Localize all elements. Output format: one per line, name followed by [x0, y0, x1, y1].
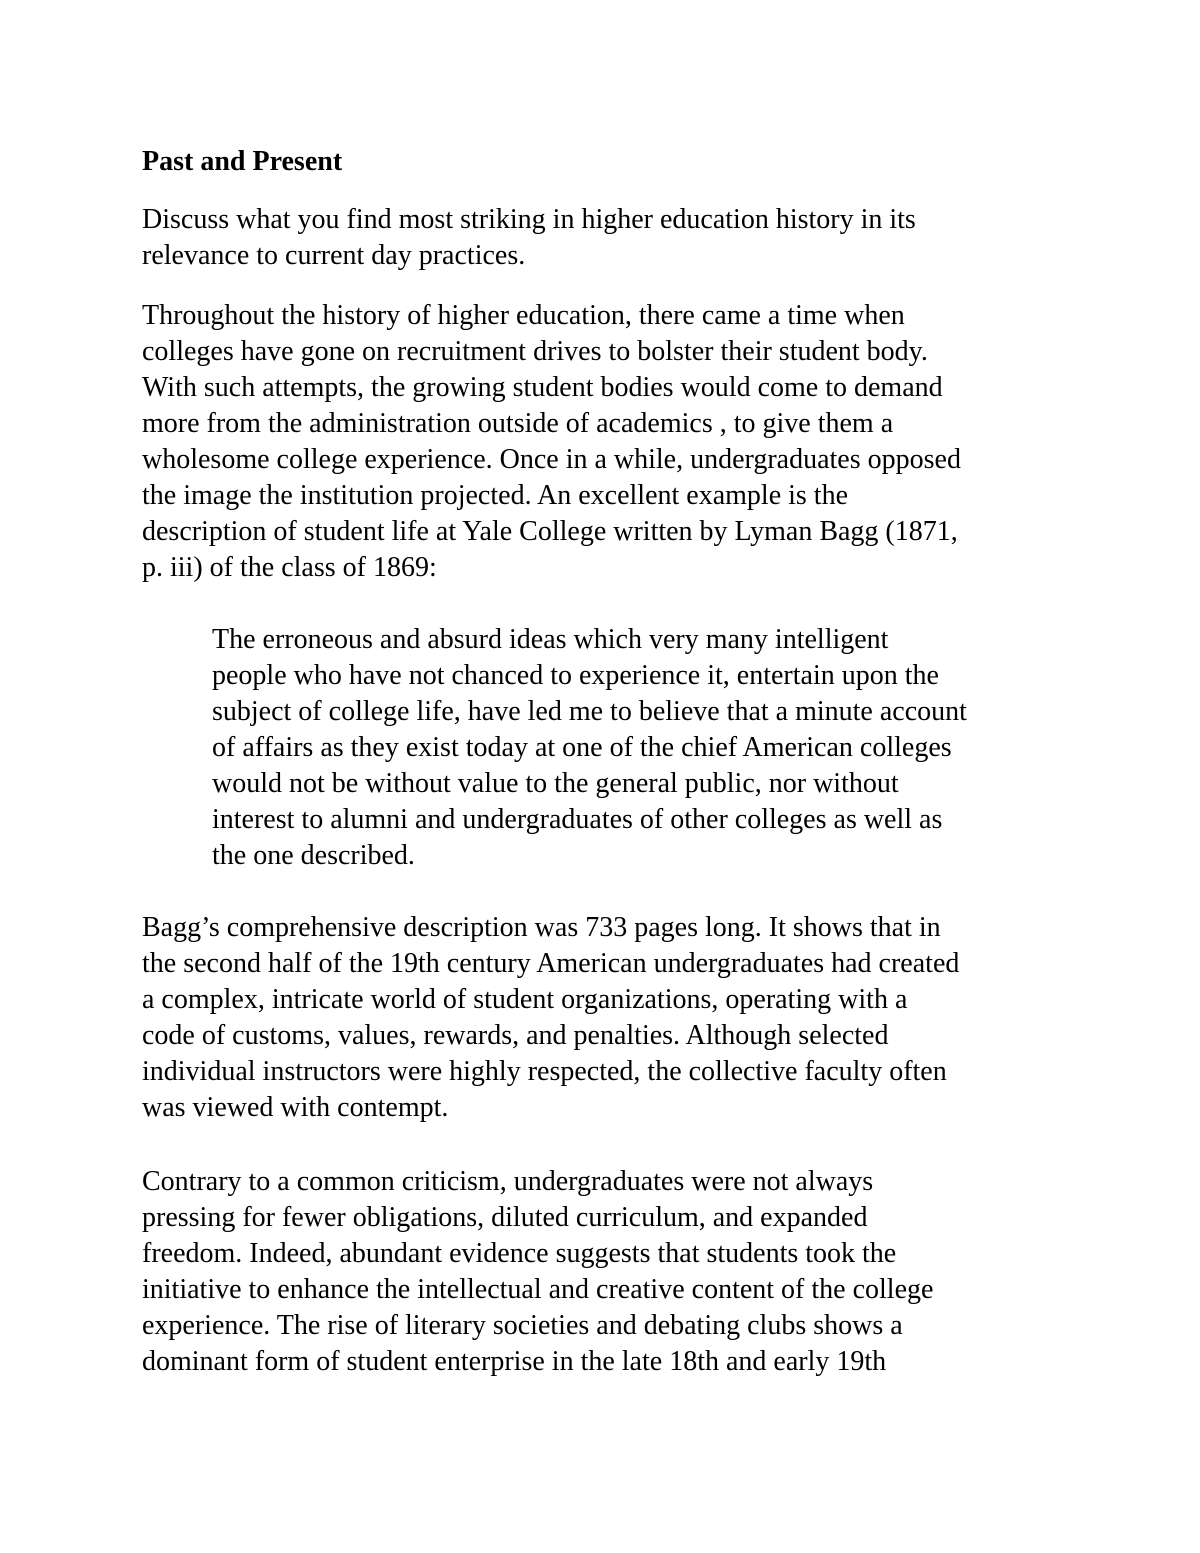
quote-line: people who have not chanced to experience it, entertain upon the: [212, 660, 939, 691]
quote-line: subject of college life, have led me to believe that a minute account: [212, 696, 967, 727]
body-paragraph-3: [142, 1164, 1072, 1380]
paragraph-line: colleges have gone on recruitment drives to bolster their student body.: [142, 336, 928, 367]
prompt-line: relevance to current day practices.: [142, 240, 526, 271]
paragraph-line: was viewed with contempt.: [142, 1092, 449, 1123]
paragraph-line: freedom. Indeed, abundant evidence suggests that students took the: [142, 1238, 897, 1269]
block-quote: [212, 622, 1072, 874]
paragraph-line: description of student life at Yale College written by Lyman Bagg (1871,: [142, 516, 958, 547]
quote-line: interest to alumni and undergraduates of other colleges as well as: [212, 804, 943, 835]
paragraph-line: wholesome college experience. Once in a while, undergraduates opposed: [142, 444, 961, 475]
paragraph-line: the image the institution projected. An excellent example is the: [142, 480, 849, 511]
paragraph-line: code of customs, values, rewards, and penalties. Although selected: [142, 1020, 889, 1051]
prompt-paragraph: [142, 202, 1072, 274]
paragraph-line: Bagg’s comprehensive description was 733 pages long. It shows that in: [142, 912, 941, 943]
prompt-line: Discuss what you find most striking in higher education history in its: [142, 204, 916, 235]
paragraph-line: a complex, intricate world of student organizations, operating with a: [142, 984, 908, 1015]
title-text: Past and Present: [142, 146, 343, 177]
paragraph-line: With such attempts, the growing student bodies would come to demand: [142, 372, 943, 403]
quote-line: The erroneous and absurd ideas which very many intelligent: [212, 624, 889, 655]
paragraph-line: p. iii) of the class of 1869:: [142, 552, 437, 583]
paragraph-line: experience. The rise of literary societies and debating clubs shows a: [142, 1310, 903, 1341]
paragraph-line: Throughout the history of higher education, there came a time when: [142, 300, 905, 331]
document-title: [142, 144, 1072, 180]
paragraph-line: individual instructors were highly respected, the collective faculty often: [142, 1056, 947, 1087]
paragraph-line: initiative to enhance the intellectual and creative content of the college: [142, 1274, 934, 1305]
paragraph-line: the second half of the 19th century American undergraduates had created: [142, 948, 960, 979]
body-paragraph-1: [142, 298, 1072, 586]
paragraph-line: more from the administration outside of academics , to give them a: [142, 408, 894, 439]
paragraph-line: Contrary to a common criticism, undergraduates were not always: [142, 1166, 874, 1197]
paragraph-line: dominant form of student enterprise in the late 18th and early 19th: [142, 1346, 887, 1377]
paragraph-line: pressing for fewer obligations, diluted curriculum, and expanded: [142, 1202, 868, 1233]
quote-line: would not be without value to the general public, nor without: [212, 768, 899, 799]
body-paragraph-2: [142, 910, 1072, 1126]
quote-line: the one described.: [212, 840, 415, 871]
quote-line: of affairs as they exist today at one of the chief American colleges: [212, 732, 952, 763]
